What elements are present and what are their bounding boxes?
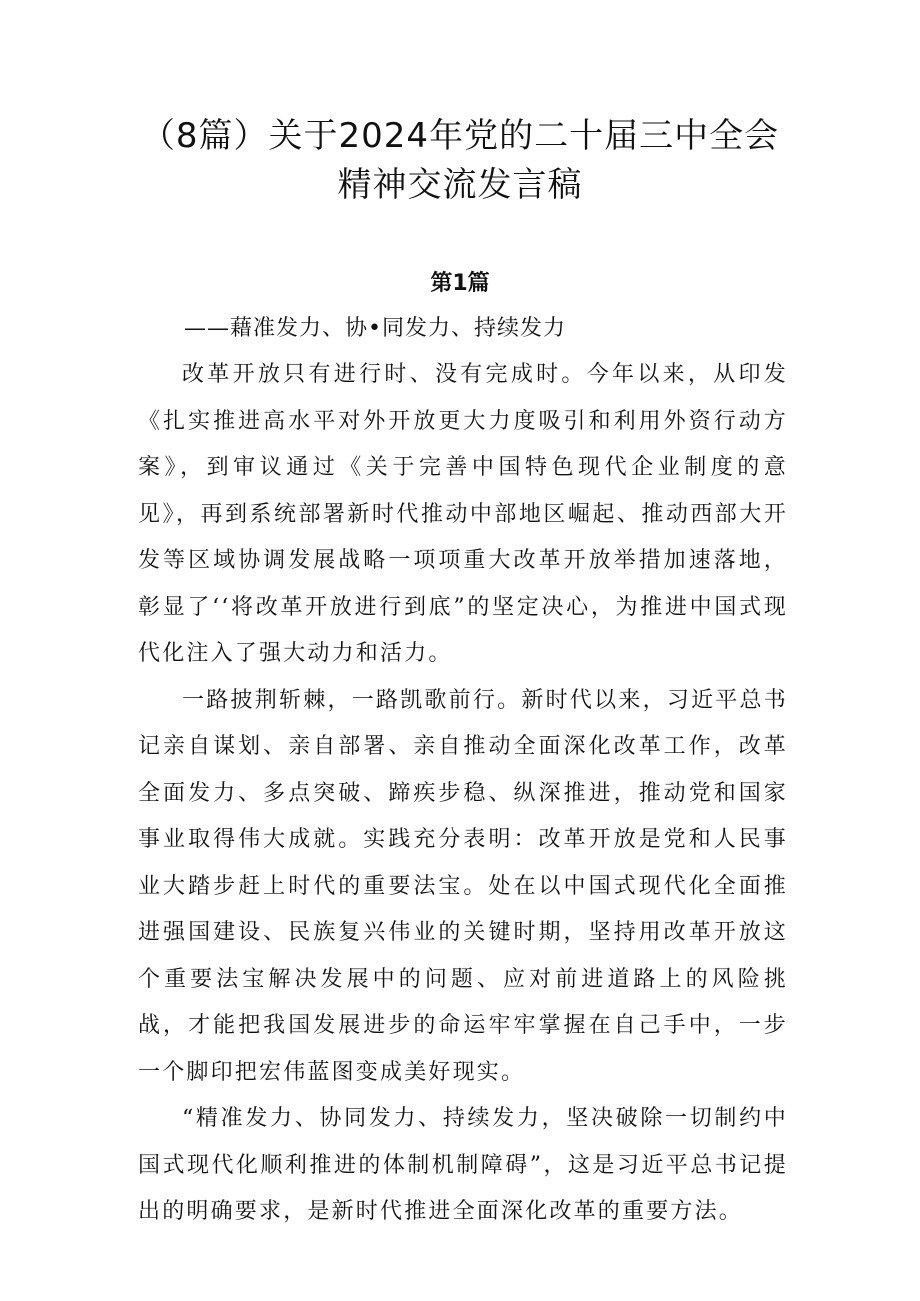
body-paragraph: 一路披荆斩棘，一路凯歌前行。新时代以来，习近平总书记亲自谋划、亲自部署、亲自推动全面深化改革工作，改革全面发力、多点突破、蹄疾步稳、纵深推进，推动党和国家事业取得伟大成就。实践充分表明：改革开放是党和人民事业大踏步赶上时代的重要法宝。处在以中国式现代化全面推进强国建设、民族复兴伟业的关键时期，坚持用改革开放这个重要法宝解决发展中的问题、应对前进道路上的风险挑战，才能把我国发展进步的命运牢牢掌握在自己手中，一步一个脚印把宏伟蓝图变成美好现实。 <box>138 687 788 1085</box>
document-title-line-1: （8篇）关于2024年党的二十届三中全会 <box>140 116 780 156</box>
body-paragraph: “精准发力、协同发力、持续发力，坚决破除一切制约中国式现代化顺利推进的体制机制障碍”，这是习近平总书记提出的明确要求，是新时代推进全面深化改革的重要方法。 <box>138 1106 788 1224</box>
body-paragraph: 改革开放只有进行时、没有完成时。今年以来，从印发《扎实推进高水平对外开放更大力度吸引和利用外资行动方案》，到审议通过《关于完善中国特色现代企业制度的意见》，再到系统部署新时代推动中部地区崛起、推动西部大开发等区域协调发展战略一项项重大改革开放举措加速落地，彰显了‘‘将改革开放进行到底”的坚定决心，为推进中国式现代化注入了强大动力和活力。 <box>138 362 788 666</box>
section-heading: 第1篇 <box>430 271 490 296</box>
document-title-line-2: 精神交流发言稿 <box>337 165 583 205</box>
document-body <box>138 352 788 1236</box>
section-subtitle: ——藉准发力、协•同发力、持续发力 <box>184 316 566 341</box>
